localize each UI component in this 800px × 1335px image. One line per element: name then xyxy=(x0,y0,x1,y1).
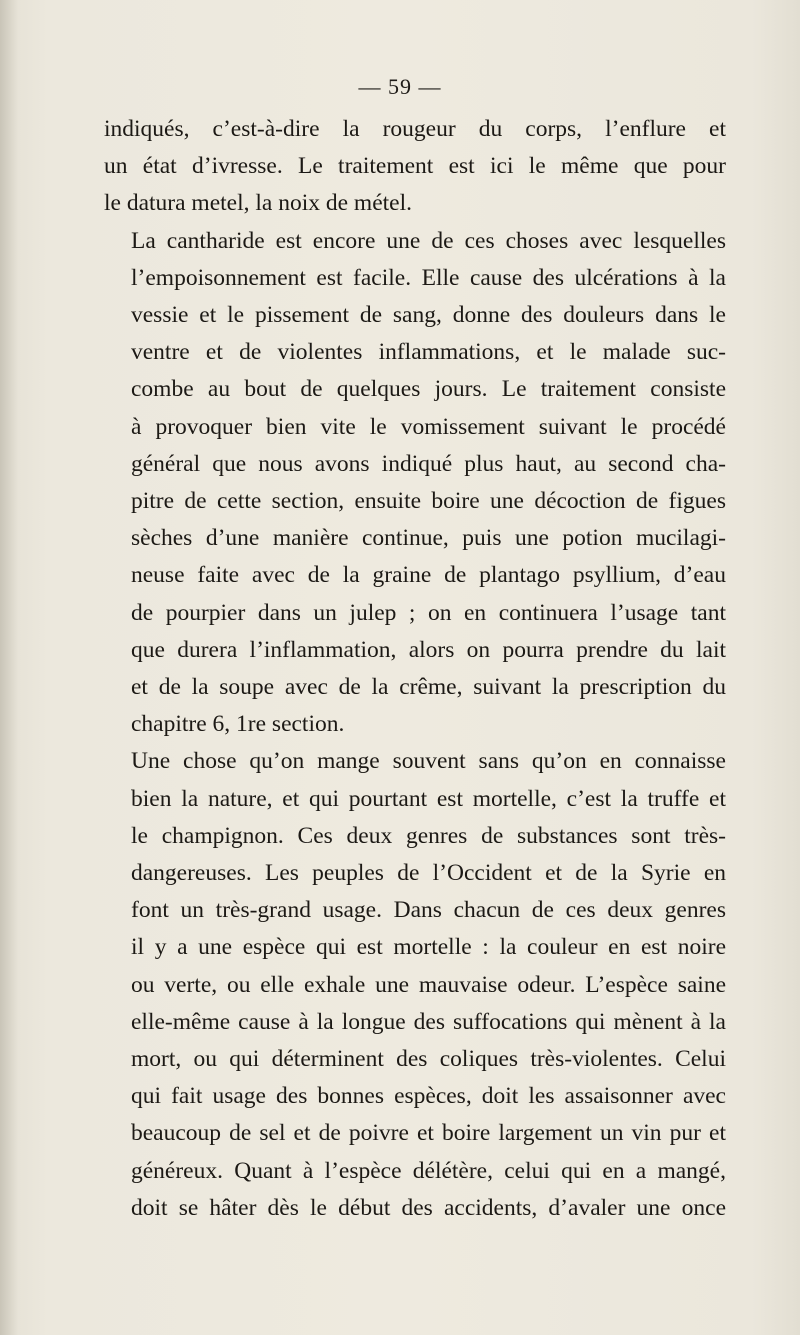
text-line: ou verte, ou elle exhale une mauvaise odeur. L’espèce saine xyxy=(131,971,726,998)
text-line: La cantharide est encore une de ces choses avec lesquelles xyxy=(131,227,726,254)
body-text xyxy=(104,111,726,1227)
text-line: pitre de cette section, ensuite boire une décoction de figues xyxy=(131,488,726,515)
paragraph-2 xyxy=(104,223,726,744)
text-line: dangereuses. Les peuples de l’Occident et de la Syrie en xyxy=(131,860,726,887)
text-line: elle-même cause à la longue des suffocations qui mènent à la xyxy=(131,1008,726,1035)
paragraph-1 xyxy=(104,111,726,223)
text-line: sèches d’une manière continue, puis une potion mucilagi- xyxy=(131,525,726,552)
text-line: neuse faite avec de la graine de plantago psyllium, d’eau xyxy=(131,562,726,589)
page-gutter-shadow xyxy=(0,0,18,1335)
text-line: vessie et le pissement de sang, donne des douleurs dans le xyxy=(131,302,726,329)
text-line: le datura metel, la noix de métel. xyxy=(104,190,412,217)
text-line: doit se hâter dès le début des accidents, d’avaler une once xyxy=(131,1194,726,1221)
text-line: général que nous avons indiqué plus haut, au second cha- xyxy=(131,450,726,477)
text-line: beaucoup de sel et de poivre et boire largement un vin pur et xyxy=(131,1120,726,1147)
text-line: bien la nature, et qui pourtant est mortelle, c’est la truffe et xyxy=(131,785,726,812)
text-line: il y a une espèce qui est mortelle : la couleur en est noire xyxy=(131,934,726,961)
text-line: et de la soupe avec de la crême, suivant la prescription du xyxy=(131,674,726,701)
text-line: Une chose qu’on mange souvent sans qu’on en connaisse xyxy=(131,748,726,775)
paragraph-3 xyxy=(104,743,726,1227)
text-line: indiqués, c’est-à-dire la rougeur du corps, l’enflure et xyxy=(104,116,726,142)
text-line: combe au bout de quelques jours. Le traitement consiste xyxy=(131,376,726,403)
text-line: de pourpier dans un julep ; on en continuera l’usage tant xyxy=(131,599,726,626)
text-line: l’empoisonnement est facile. Elle cause des ulcérations à la xyxy=(131,264,726,291)
text-line: le champignon. Ces deux genres de substances sont très- xyxy=(131,822,726,849)
text-line: qui fait usage des bonnes espèces, doit les assaisonner avec xyxy=(131,1083,726,1110)
text-line: ventre et de violentes inflammations, et le malade suc- xyxy=(131,339,726,366)
page-number: — 59 — xyxy=(358,74,442,99)
text-line: font un très-grand usage. Dans chacun de ces deux genres xyxy=(131,897,726,924)
text-line: un état d’ivresse. Le traitement est ici le même que pour xyxy=(104,153,726,180)
text-line: à provoquer bien vite le vomissement suivant le procédé xyxy=(131,413,726,440)
text-line: généreux. Quant à l’espèce délétère, celui qui en a mangé, xyxy=(131,1157,726,1184)
text-line: mort, ou qui déterminent des coliques très-violentes. Celui xyxy=(131,1046,726,1073)
text-line: chapitre 6, 1re section. xyxy=(131,711,345,738)
text-line: que durera l’inflammation, alors on pourra prendre du lait xyxy=(131,636,726,663)
